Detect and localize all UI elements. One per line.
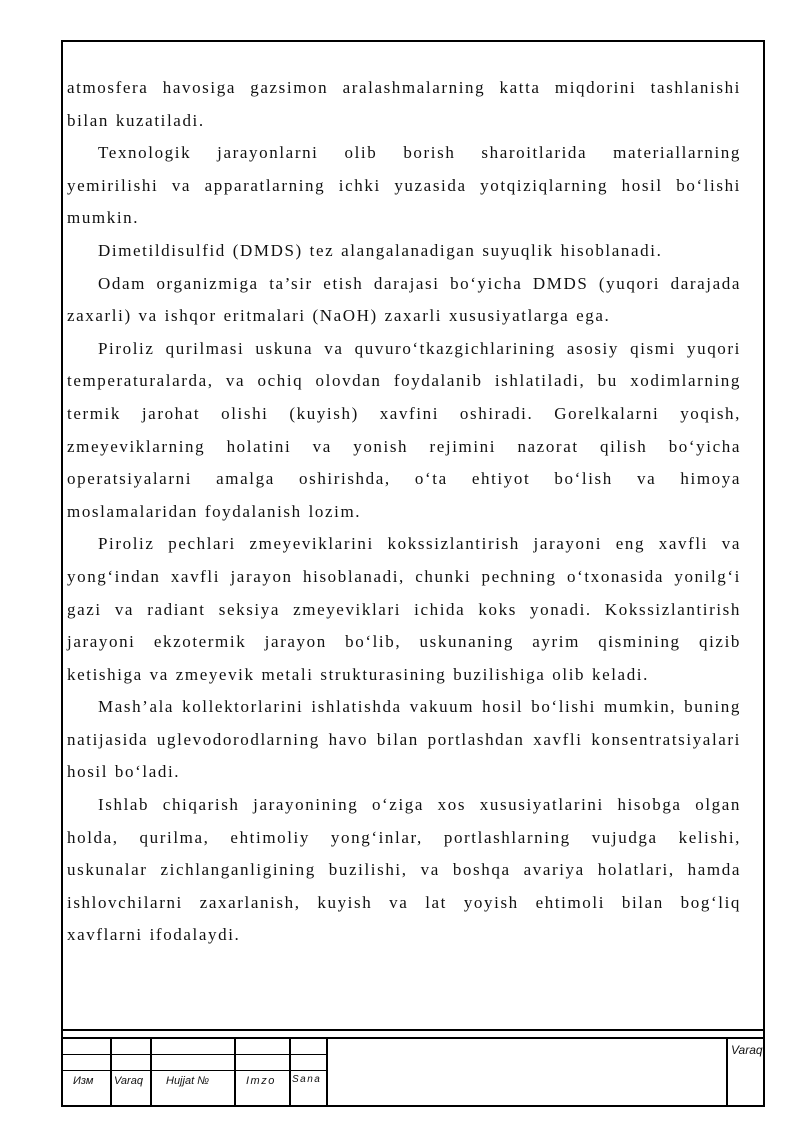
stamp-imzo-label: Imzo [246, 1075, 276, 1087]
paragraph-7: Mash’ala kollektorlarini ishlatishda vakuum hosil bo‘lishi mumkin, buning natijasida uglevodorodlarning havo bilan portlashdan xavfli konsentratsiyalari hosil bo‘ladi. [67, 697, 741, 782]
stamp-row-line-1 [61, 1054, 328, 1055]
paragraph-8: Ishlab chiqarish jarayonining o‘ziga xos xususiyatlarini hisobga olgan holda, qurilma, ehtimoliy yong‘inlar, portlashlarning vujudga kelishi, uskunalar zichlanganligining buzilishi, va boshqa avariya holatlari, hamda ishlovchilarni zaxarlanish, kuyish va lat yoyish ehtimoli bilan bog‘liq xavflarni ifodalaydi. [67, 795, 741, 945]
paragraph-1: atmosfera havosiga gazsimon aralashmalarning katta miqdorini tashlanishi bilan kuzatiladi. [67, 78, 741, 130]
paragraph-5: Piroliz qurilmasi uskuna va quvuro‘tkazgichlarining asosiy qismi yuqori temperaturalarda, va ochiq olovdan foydalanib ishlatiladi, bu xodimlarning termik jarohat olishi (kuyish) xavfini oshiradi. Gorelkalarni yoqish, zmeyeviklarning holatini va yonish rejimini nazorat qilish bo‘yicha operatsiyalarni amalga oshirishda, o‘ta ehtiyot bo‘lish va himoya moslamalaridan foydalanish lozim. [67, 338, 741, 521]
paragraph-6: Piroliz pechlari zmeyeviklarini kokssizlantirish jarayoni eng xavfli va yong‘indan xavfli jarayon hisoblanadi, chunki pechning o‘txonasida yonilg‘i gazi va radiant seksiya zmeyeviklari ichida koks yonadi. Kokssizlantirish jarayoni ekzotermik jarayon bo‘lib, uskunaning ayrim qismining qizib ketishiga va zmeyevik metali strukturasining buzilishiga olib keladi. [67, 534, 741, 684]
stamp-col-line-1 [110, 1037, 112, 1107]
stamp-col-line-6 [726, 1037, 728, 1107]
stamp-sana-label: Sana [292, 1074, 322, 1085]
title-block [61, 1037, 765, 1107]
paragraph-2: Texnologik jarayonlarni olib borish sharoitlarida materiallarning yemirilishi va apparatlarning ichki yuzasida yotqiziqlarning hosil bo‘lishi mumkin. [67, 143, 741, 228]
stamp-hujjat-label: Hujjat № [166, 1075, 210, 1087]
stamp-varaq-label: Varaq [114, 1075, 143, 1087]
sheet-number-label: Varaq [731, 1043, 763, 1057]
stamp-izm-label: Изм [73, 1075, 94, 1087]
stamp-col-line-5 [326, 1037, 328, 1107]
stamp-top-line [61, 1037, 765, 1039]
stamp-col-line-3 [234, 1037, 236, 1107]
stamp-row-line-2 [61, 1070, 328, 1071]
stamp-right-line [763, 1037, 765, 1107]
paragraph-4: Odam organizmiga ta’sir etish darajasi bo‘yicha DMDS (yuqori darajada zaxarli) va ishqor eritmalari (NaOH) zaxarli xususiyatlarga ega. [67, 273, 741, 326]
document-body [67, 72, 741, 952]
frame-separator [61, 1029, 765, 1031]
stamp-col-line-4 [289, 1037, 291, 1107]
paragraph-3: Dimetildisulfid (DMDS) tez alangalanadigan suyuqlik hisoblanadi. [98, 240, 663, 260]
stamp-bottom-line [61, 1105, 765, 1107]
stamp-left-line [61, 1037, 63, 1107]
stamp-col-line-2 [150, 1037, 152, 1107]
